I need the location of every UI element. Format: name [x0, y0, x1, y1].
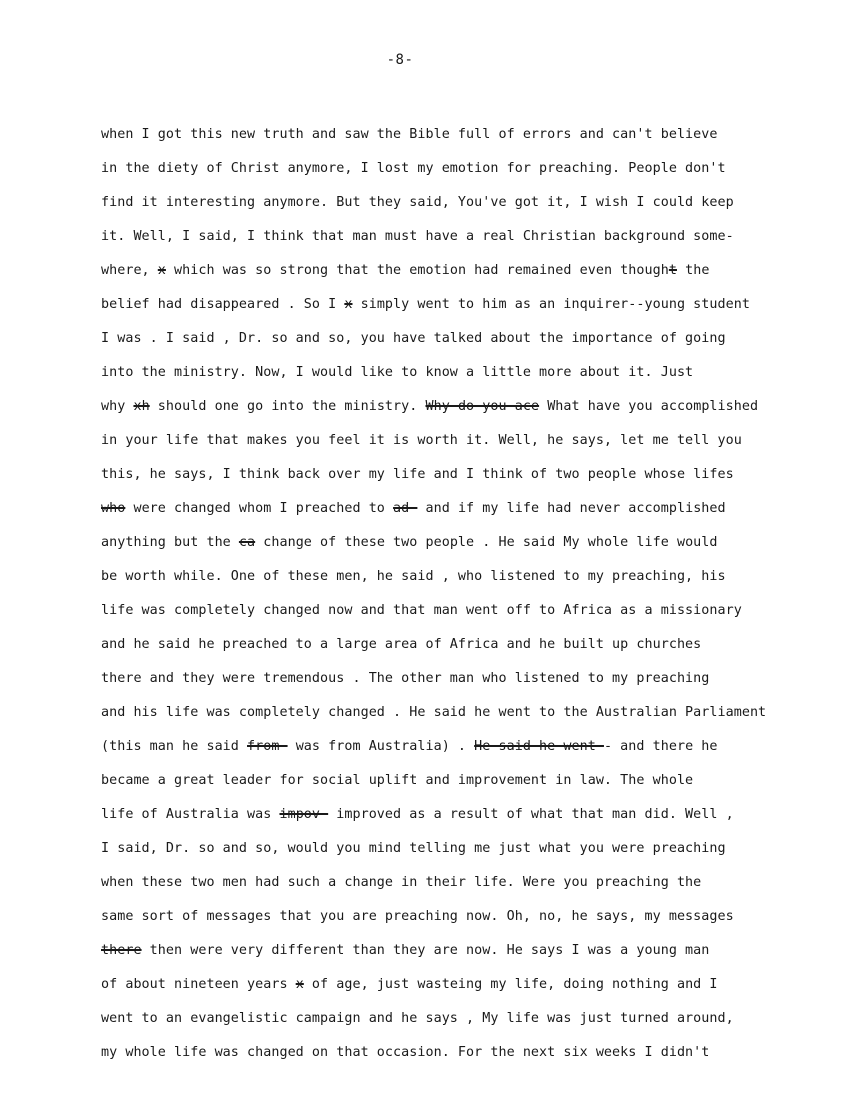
text-segment: - and there he [603, 739, 718, 754]
text-line [101, 254, 821, 288]
struck-text: x [344, 297, 353, 312]
text-line [101, 152, 821, 186]
text-segment: improved as a result of what that man did. Well , [328, 807, 734, 822]
text-line [101, 662, 821, 696]
text-segment: and if my life had never accomplished [417, 501, 726, 516]
text-segment: my whole life was changed on that occasion. For the next six weeks I didn't [101, 1045, 710, 1060]
text-segment: why [101, 399, 134, 414]
text-segment: was from Australia) . [287, 739, 475, 754]
text-line [101, 866, 821, 900]
text-segment: anything but the [101, 535, 239, 550]
text-segment: What have you accomplished [539, 399, 759, 414]
struck-text: Why-do-you-ace [425, 399, 540, 414]
text-segment: of about nineteen years [101, 977, 296, 992]
struck-text: He-said-he-went- [474, 739, 604, 754]
text-line [101, 594, 821, 628]
text-line [101, 220, 821, 254]
text-line [101, 526, 821, 560]
text-line [101, 730, 821, 764]
text-segment: it. Well, I said, I think that man must have a real Christian background some- [101, 229, 734, 244]
text-segment: in your life that makes you feel it is worth it. Well, he says, let me tell you [101, 433, 742, 448]
text-segment: and his life was completely changed . He said he went to the Australian Parliament [101, 705, 767, 720]
struck-text: xh [133, 399, 150, 414]
struck-text: impov- [279, 807, 329, 822]
text-line [101, 900, 821, 934]
text-segment: then were very different than they are now. He says I was a young man [141, 943, 710, 958]
text-segment: became a great leader for social uplift and improvement in law. The whole [101, 773, 694, 788]
text-segment: in the diety of Christ anymore, I lost my emotion for preaching. People don't [101, 161, 726, 176]
struck-text: x [295, 977, 304, 992]
text-line [101, 288, 821, 322]
text-line [101, 424, 821, 458]
text-segment: belief had disappeared . So I [101, 297, 345, 312]
text-segment: went to an evangelistic campaign and he says , My life was just turned around, [101, 1011, 734, 1026]
struck-text: from- [247, 739, 288, 754]
text-segment: find it interesting anymore. But they said, You've got it, I wish I could keep [101, 195, 734, 210]
struck-text: ca [238, 535, 256, 550]
text-segment: I was . I said , Dr. so and so, you have talked about the importance of going [101, 331, 726, 346]
text-line [101, 458, 821, 492]
text-segment: this, he says, I think back over my life and I think of two people whose lifes [101, 467, 734, 482]
text-line [101, 934, 821, 968]
text-line [101, 356, 821, 390]
text-line [101, 560, 821, 594]
struck-text: x [157, 263, 166, 278]
text-line [101, 1002, 821, 1036]
text-segment: the [676, 263, 710, 278]
text-segment: be worth while. One of these men, he said , who listened to my preaching, his [101, 569, 726, 584]
text-line [101, 968, 821, 1002]
text-segment: and he said he preached to a large area of Africa and he built up churches [101, 637, 702, 652]
struck-text: t [668, 263, 677, 278]
text-segment: (this man he said [101, 739, 248, 754]
text-segment: into the ministry. Now, I would like to know a little more about it. Just [101, 365, 694, 380]
text-segment: when I got this new truth and saw the Bible full of errors and can't believe [101, 127, 718, 142]
text-line [101, 764, 821, 798]
text-segment: where, [101, 263, 158, 278]
text-line [101, 696, 821, 730]
text-line [101, 118, 821, 152]
struck-text: there [101, 943, 142, 958]
text-line [101, 798, 821, 832]
text-segment: were changed whom I preached to [125, 501, 394, 516]
text-segment: change of these two people . He said My whole life would [255, 535, 718, 550]
text-segment: there and they were tremendous . The other man who listened to my preaching [101, 671, 710, 686]
text-line [101, 322, 821, 356]
text-segment: simply went to him as an inquirer--young student [352, 297, 750, 312]
text-line [101, 390, 821, 424]
text-segment: should one go into the ministry. [149, 399, 426, 414]
text-segment: life was completely changed now and that man went off to Africa as a missionary [101, 603, 742, 618]
text-line [101, 186, 821, 220]
text-line [101, 1036, 821, 1070]
text-segment: which was so strong that the emotion had remained even though [165, 263, 669, 278]
struck-text: ad- [393, 501, 418, 516]
text-segment: same sort of messages that you are preaching now. Oh, no, he says, my messages [101, 909, 734, 924]
text-line [101, 628, 821, 662]
document-body [101, 118, 821, 1070]
text-segment: life of Australia was [101, 807, 280, 822]
page-number: -8- [386, 52, 414, 68]
text-line [101, 832, 821, 866]
text-segment: of age, just wasteing my life, doing nothing and I [303, 977, 718, 992]
text-segment: when these two men had such a change in their life. Were you preaching the [101, 875, 702, 890]
text-segment: I said, Dr. so and so, would you mind telling me just what you were preaching [101, 841, 726, 856]
text-line [101, 492, 821, 526]
struck-text: who [101, 501, 126, 516]
